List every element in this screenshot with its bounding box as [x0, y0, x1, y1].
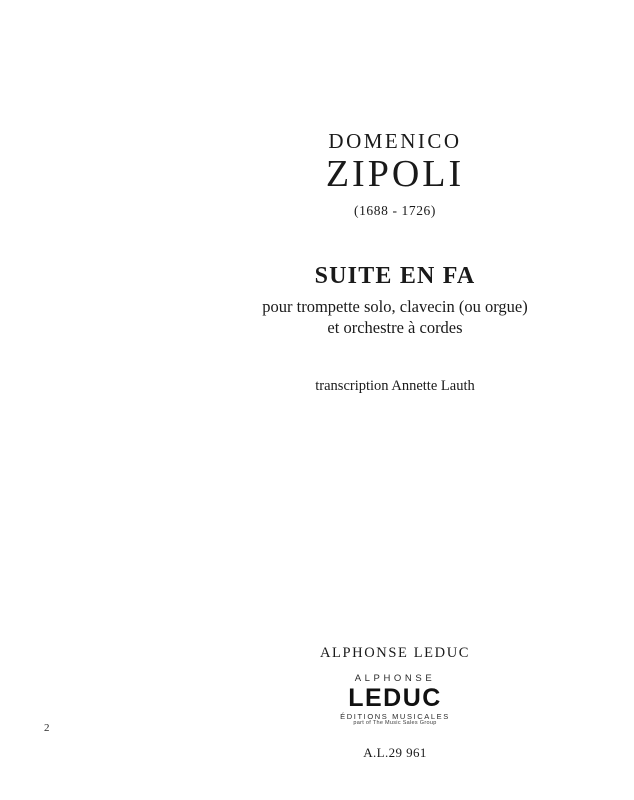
composer-first-name: DOMENICO: [328, 129, 462, 153]
composer-dates: (1688 - 1726): [353, 202, 437, 218]
instrumentation-line-2: et orchestre à cordes: [327, 317, 463, 337]
logo-music-sales-group-text: part of The Music Sales Group: [353, 720, 437, 727]
publisher-name: ALPHONSE LEDUC: [319, 645, 471, 661]
work-title: SUITE EN FA: [314, 262, 476, 289]
publisher-logo: [200, 674, 590, 727]
publisher-block: [200, 645, 590, 761]
transcription-credit: transcription Annette Lauth: [315, 378, 475, 395]
title-block: [200, 130, 590, 395]
logo-leduc-text: LEDUC: [348, 683, 442, 712]
composer-last-name: ZIPOLI: [325, 153, 465, 196]
page-number: 2: [44, 722, 50, 734]
logo-alphonse-text: ALPHONSE: [354, 673, 436, 684]
instrumentation-line-1: pour trompette solo, clavecin (ou orgue): [262, 296, 528, 316]
logo-editions-musicales-text: ÉDITIONS MUSICALES: [340, 711, 450, 721]
catalog-number: A.L.29 961: [363, 744, 427, 760]
